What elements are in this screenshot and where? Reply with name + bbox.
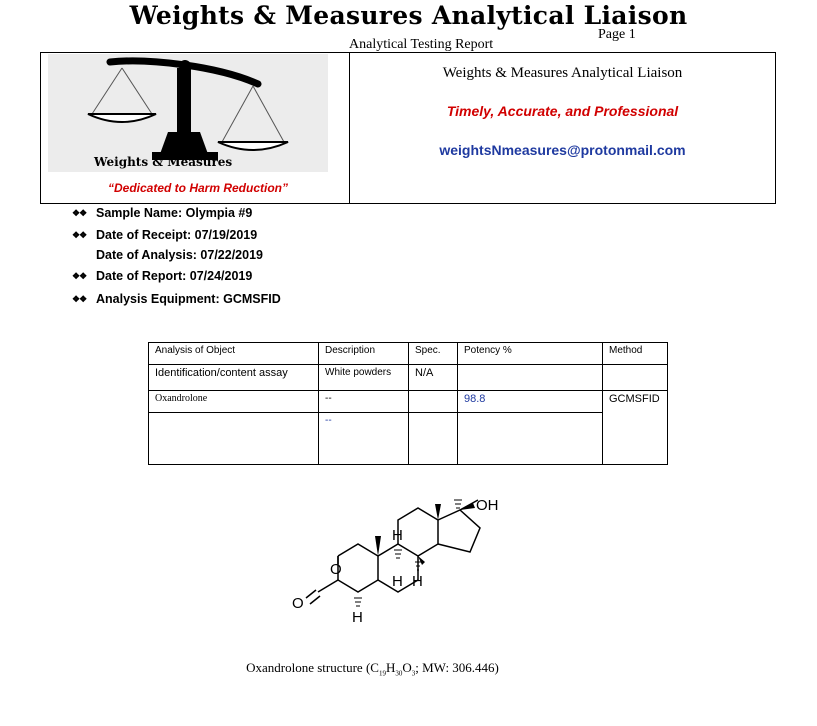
- table-cell: --: [319, 391, 409, 413]
- main-title: Weights & Measures Analytical Liaison: [129, 1, 688, 30]
- table-cell: [458, 365, 603, 391]
- page-number: Page 1: [598, 27, 636, 42]
- header-cell: Analysis of Object: [149, 343, 319, 365]
- header-cell: Method: [603, 343, 668, 365]
- table-cell: [149, 413, 319, 465]
- balance-scale-icon: [48, 54, 328, 172]
- hydrogen-label: H: [352, 609, 363, 626]
- table-cell: N/A: [409, 365, 458, 391]
- header-cell: Potency %: [458, 343, 603, 365]
- table-cell: Oxandrolone: [149, 391, 319, 413]
- table-row: [149, 391, 668, 413]
- info-date-report: [72, 269, 252, 283]
- table-cell: [603, 365, 668, 391]
- org-name: Weights & Measures Analytical Liaison: [442, 65, 683, 81]
- sample-name-text: Sample Name: Olympia #9: [96, 206, 253, 220]
- caption-sub: 19: [378, 669, 386, 678]
- hydrogen-label: H: [392, 573, 403, 590]
- logo-scale-image: [48, 54, 328, 172]
- contact-email: weightsNmeasures@protonmail.com: [439, 142, 686, 158]
- carbonyl-oxygen-label: O: [292, 595, 304, 612]
- method-cell: GCMSFID: [603, 391, 668, 465]
- info-equipment: [72, 292, 281, 306]
- table-row: [149, 413, 668, 465]
- caption-sub: 3: [411, 669, 416, 678]
- structure-caption: [0, 660, 745, 678]
- equipment-text: Analysis Equipment: GCMSFID: [96, 292, 281, 306]
- table-cell: [409, 413, 458, 465]
- date-receipt-text: Date of Receipt: 07/19/2019: [96, 228, 258, 242]
- caption-o: O: [402, 660, 412, 675]
- table-cell: White powders: [319, 365, 409, 391]
- logo-tagline: “Dedicated to Harm Reduction”: [107, 181, 289, 195]
- info-date-receipt: [72, 228, 257, 242]
- diamond-bullet-icon: ❖❖: [72, 208, 87, 219]
- caption-suffix: ; MW: 306.446): [415, 660, 499, 675]
- table-cell: Identification/content assay: [149, 365, 319, 391]
- date-report-text: Date of Report: 07/24/2019: [96, 269, 253, 283]
- potency-value: 98.8: [458, 391, 603, 413]
- table-cell: --: [319, 413, 409, 465]
- date-analysis-text: Date of Analysis: 07/22/2019: [96, 248, 263, 262]
- logo-lettering: Weights & Measures: [94, 155, 233, 169]
- table-cell: [458, 413, 603, 465]
- slogan: Timely, Accurate, and Professional: [446, 103, 679, 119]
- caption-prefix: Oxandrolone structure (C: [246, 660, 379, 675]
- report-subtitle: Analytical Testing Report: [349, 37, 494, 52]
- header-cell: Spec.: [409, 343, 458, 365]
- results-table: [148, 342, 668, 465]
- diamond-bullet-icon: ❖❖: [72, 294, 87, 305]
- header-cell: Description: [319, 343, 409, 365]
- diamond-bullet-icon: ❖❖: [72, 271, 87, 282]
- caption-sub: 30: [395, 669, 403, 678]
- table-cell: [409, 391, 458, 413]
- diamond-bullet-icon: ❖❖: [72, 230, 87, 241]
- ring-oxygen-label: O: [330, 561, 342, 578]
- hydroxyl-label: OH: [476, 497, 499, 514]
- table-row: [149, 365, 668, 391]
- caption-h: H: [385, 660, 396, 675]
- table-header-row: [149, 343, 668, 365]
- info-sample-name: [72, 206, 252, 220]
- hydrogen-label: H: [392, 527, 403, 544]
- info-date-analysis: [72, 248, 263, 262]
- hydrogen-label: H: [412, 573, 423, 590]
- oxandrolone-structure: [290, 490, 530, 635]
